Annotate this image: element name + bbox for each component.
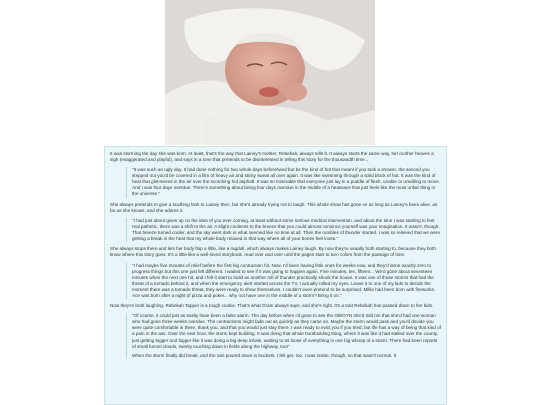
story-container xyxy=(104,146,447,405)
quote-paragraph: "Of course, it could just as easily have been a false alarm. The day before when I'd gone to see the OB/GYN she'd told me that she'd had one woman who had gone three weeks overdue. The contractions might fade out as quickly as they came on. Maybe the storm would pass and you'd decide you were quite comfortable in there, thank you, and that you would just stay there. I was ready to evict you if you tried, but life has a way of being that kind of a pain in the ass. Over the next hour, the storm kept building. It was doing that whole bootbuilding thing, where it was like it had stalled over the county, just getting bigger and bigger like it was doing a big deep inhale, waiting to let loose of everything in one big whoop of a storm. There had been reports of small funnel clouds, twenty touching down in fields along the highway, too!" xyxy=(132,313,441,349)
story-paragraph: She always pretends to give a scathing look to Lainey then, but she's already trying not to laugh. This whole show has gone on as long as Lainey's been alive, as far as she knows, and she adores it. xyxy=(110,201,438,213)
quote-paragraph: "I had maybe five minutes of relief before the first big contraction hit. Now, I'd been having little ones for weeks now, and they'd done exactly zero to progress things but this one just felt different. I waited to see if it was going to happen again. Five minutes, ten, fifteen... We'd gone about seventeen minutes when the next one hit, and I felt it start to build as another roll of thunder practically shook the house. It was one of those storms that had the threat of a tornado behind it, and when the emergency alert started across the TV, I actually rolled my eyes. Leave it to one of my kids to decide the moment there was a tornado threat, they were ready to show themselves. I couldn't even pretend to be surprised. Millie had been born with fireworks. Ace was born after a night of pizza and poker... why not have one in the middle of a storm? Bring it on." xyxy=(132,262,436,298)
story-paragraph: Now they're both laughing. Rebekah Tapper is a tough cookie. That's what Gram always says, and she's right. It's a trait Rebekah has passed down to her kids. xyxy=(110,303,434,309)
quote-block xyxy=(126,313,441,359)
baby-photo-icon xyxy=(165,0,375,145)
baby-photo xyxy=(165,0,375,145)
quote-paragraph: "It was such an ugly day. It had done nothing for two whole days beforehand but be the kind of hot that meant if you took a shower, the second you stepped out you'd be covered in a film of heavy air and sticky sweat all over again. It was like swimming through a solid block of hot. It was the kind of heat that glimmered in the air over the scorching hot asphalt. It was so miserable that everyone just lay in a puddle of flesh, unable or unwilling to move. And I was four days overdue. There's something about being four days overdue in the middle of a heatwave that just feels like the most unfair thing in the universe." xyxy=(132,167,440,197)
quote-paragraph: "I had just about given up on the idea of you ever coming, at least without some serious medical intervention, and about the time I was starting to feel real pathetic, there was a shift to the air. A slight coolness to the breeze that you could almost convince yourself was your imagination. It wasn't, though. That breeze turned cooler, and the sky went dark in what seemed like no time at all. Then the rumbles of thunder started. I was so relieved that we were getting a break in the heat that my whole body relaxed in that way where all of your bones feel loose." xyxy=(132,217,441,242)
quote-paragraph: When the storm finally did break, and the rain poured down in buckets, I felt get, too. I was inside, though, so that wasn't normal. It xyxy=(132,352,397,358)
quote-block xyxy=(126,167,441,197)
story-paragraph: She always stops there and lets her body flop a little, like a ragdoll, which always makes Lainey laugh. By now they're usually both starting to, because they both know where this story goes. It's a little like a well-loved storybook, read over and over until the pages start to turn colors from the passage of time. xyxy=(110,246,436,258)
quote-block xyxy=(126,218,441,242)
quote-block xyxy=(126,263,441,299)
story-paragraph: It was storming the day she was born. At least, that's the way that Lainey's mother, Rebekah, always tells it. It always starts the same way, her mother heaves a sigh (exaggerated and playful), and says in a tone that pretends to be disinterested in telling this story for the thousandth time... xyxy=(110,151,434,163)
